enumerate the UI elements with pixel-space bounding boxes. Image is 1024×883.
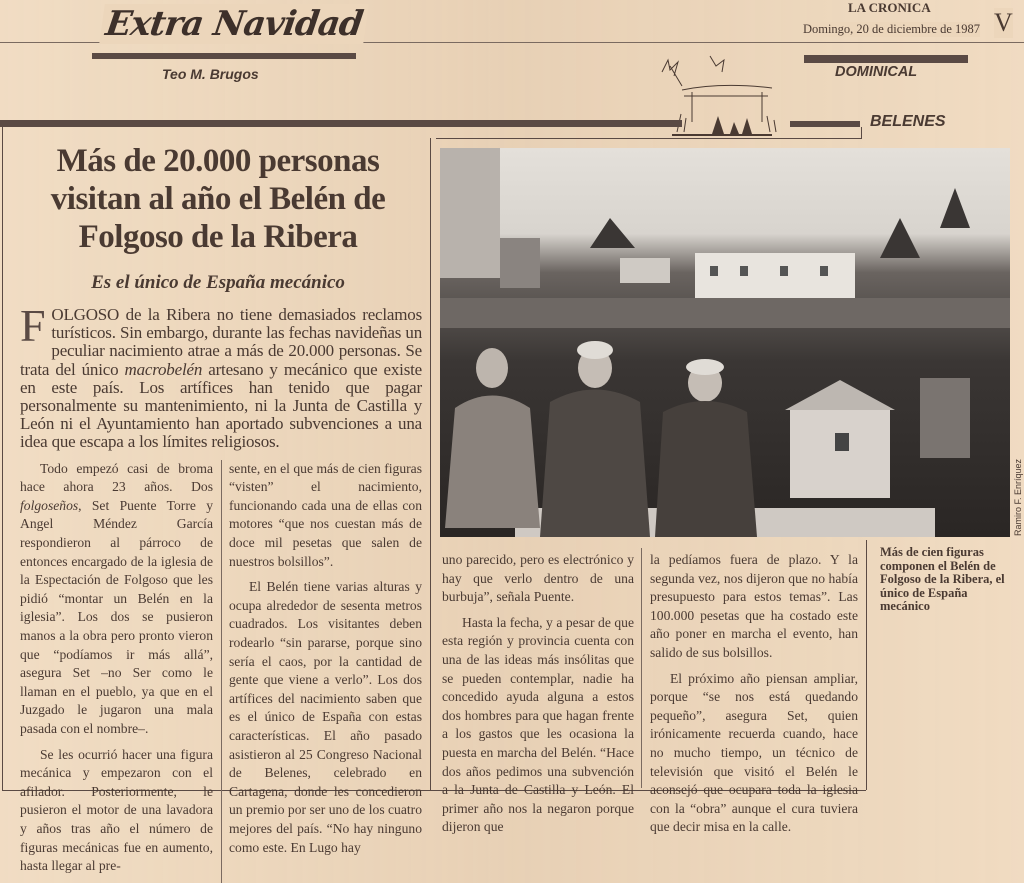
drop-cap: F (20, 300, 46, 351)
lead-paragraph (20, 300, 422, 452)
article-top-bar (0, 120, 682, 127)
newspaper-name: LA CRONICA (848, 0, 931, 15)
section-title: Extra Navidad (99, 4, 369, 44)
paragraph: El próximo año piensan ampliar, porque “se nos está quedando pequeño”, asegura Set, quien irónicamente recuerda cuando, hace no mucho tiempo, un técnico de televisión que visitó el Belén le aconsejó que ocupara toda la iglesia con la “obra” aunque el cura tuviera que decir misa en la calle. (650, 670, 858, 835)
paragraph: Se les ocurrió hacer una figura mecánica y empezaron con el afilador. Posteriormente, le pusieron el motor de una lavadora y años tras año el número de figuras mecánicas fue en aumento, hasta llegar al pre- (20, 746, 213, 874)
column-divider-1-2 (221, 460, 222, 883)
topic-label: BELENES (870, 113, 946, 130)
columns-1-2 (20, 460, 422, 883)
column-divider-main (430, 138, 431, 790)
supplement-bar (804, 55, 968, 63)
subtitle: Es el único de España mecánico (91, 272, 345, 293)
lead-text: OLGOSO de la Ribera no tiene demasiados reclamos turísticos. Sin embargo, durante las fechas navideñas un peculiar nacimiento atrae a más de 20.000 personas. Se trata del único (20, 305, 422, 379)
column-4 (650, 551, 858, 844)
paragraph: El Belén tiene varias alturas y ocupa alrededor de sesenta metros cuadrados. Los visitantes deben rodearlo “sin pararse, porque sino sería el caos, por la cantidad de gente que viene a verlo”. Los dos artífices del nacimiento saben que es el único de España con estas características. El año pasado asistieron al 25 Congreso Nacional de Belenes, celebrado en Cartagena, donde les concedieron un premio por ser uno de los cuatro mejores del país. “No hay ninguno como este. En Lugo hay (229, 579, 422, 855)
paragraph: sente, en el que más de cien figuras “visten” el nacimiento, funcionando cada una de ellas con motores “que nos cuestan más de doce mil pesetas que salen de nuestros bolsillos”. (229, 460, 422, 569)
issue-date: Domingo, 20 de diciembre de 1987 (802, 22, 980, 36)
lead-text-end: artesano y mecánico que existe en este país. Los artífices han tenido que pagar personalmente su mantenimiento, ni la Junta de Castilla y León ni el Ayuntamiento han aportado subvenciones a una idea que escapa a los límites religiosos. (20, 359, 422, 452)
left-article-block (14, 142, 422, 883)
nativity-photo (440, 148, 1010, 537)
lead-italic-term: macrobelén (124, 359, 203, 379)
person (655, 359, 757, 537)
column-1 (20, 460, 213, 883)
page-number: V (994, 8, 1013, 37)
section-title-bar (92, 53, 356, 59)
belenes-bar (790, 121, 860, 127)
photo-caption: Más de cien figuras componen el Belén de Folgoso de la Ribera, el único de España mecánico (880, 545, 1005, 613)
column-3 (442, 551, 634, 844)
column-2 (229, 460, 422, 883)
supplement-name: DOMINICAL (835, 64, 918, 80)
author-byline: Teo M. Brugos (162, 66, 259, 82)
box-left-border (2, 127, 3, 790)
caption-divider (866, 540, 867, 790)
headline: Más de 20.000 personas visitan al año el Belén de Folgoso de la Ribera (50, 143, 386, 255)
photo-top-rule (436, 138, 862, 139)
paragraph: uno parecido, pero es electrónico y hay que verlo dentro de una burbuja”, señala Puente. (442, 552, 634, 605)
column-divider-3-4 (641, 548, 642, 788)
paragraph: Hasta la fecha, y a pesar de que esta región y provincia cuenta con una de las ideas más insólitas que se pueden contemplar, nadie ha concedido ayuda alguna a estos dos hombres para que hagan frente a los gastos que les ocasiona la puesta en marcha del Belén. “Hace dos años pedimos una subvención a la Junta de Castilla y León. El primer año nos la negaron porque dijeron que (442, 614, 634, 835)
person (445, 348, 540, 528)
photo-credit: Ramiro F. Enríquez (1013, 458, 1023, 536)
paragraph: Todo empezó casi de broma hace ahora 23 años. Dos folgoseños, Set Puente Torre y Angel Méndez García respondieron al párroco de entonces encargado de la iglesia de la Espectación de Folgoso que les pidió “montar un Belén en la iglesia”. Los dos se pusieron manos a la obra pero pronto vieron que “podíamos ir más allá”, asegura Set –no Ser como le llaman en el pueblo, ya que en el Juzgado le jugaron una mala pasada con el nombre–. (20, 460, 213, 736)
person (540, 341, 650, 537)
paragraph: la pedíamos fuera de plazo. Y la segunda vez, nos dijeron que no había presupuesto para estos temas”. Las 100.000 pesetas que ha costado este año poner en marcha el evento, han salido de sus bolsillos. (650, 552, 858, 660)
